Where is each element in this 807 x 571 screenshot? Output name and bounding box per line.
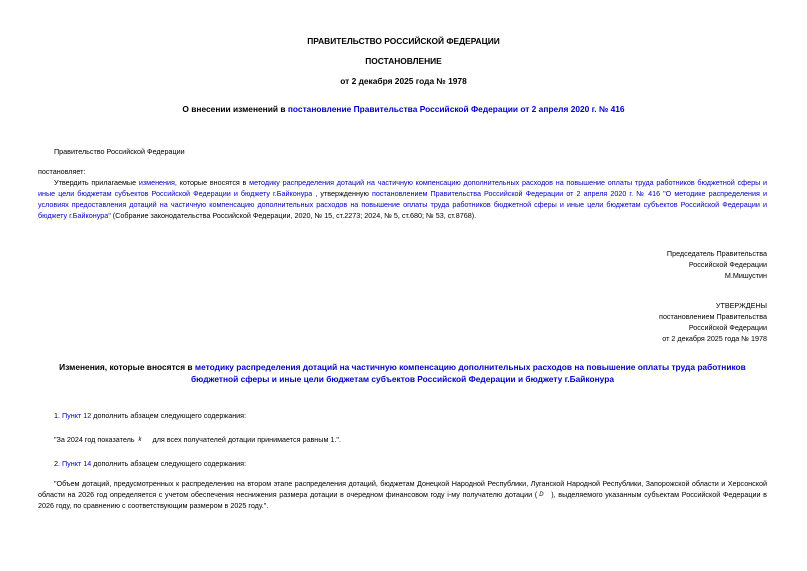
- p1-text-d: (Собрание законодательства Российской Федерации, 2020, № 15, ст.2273; 2024, № 5, ст.680; № 53, ст.8768).: [110, 211, 477, 220]
- item2-number: 2.: [54, 459, 62, 468]
- item2-link-point-14[interactable]: Пункт 14: [62, 459, 92, 468]
- changes-heading-prefix: Изменения, которые вносятся в: [59, 362, 195, 372]
- quote1-text-a: "За 2024 год показатель: [54, 435, 137, 444]
- approved-block: [659, 300, 767, 344]
- signature-name: М.Мишустин: [724, 271, 767, 280]
- document-type: ПОСТАНОВЛЕНИЕ: [365, 56, 442, 66]
- methodology-link[interactable]: методику распределения дотаций на частичную компенсацию дополнительных расходов на повышение оплаты труда работников бюджетной сферы и иные цели бюджетам субъектов Российской Федерации и бюджету г.Байконура: [38, 178, 767, 198]
- government-line: Правительство Российской Федерации: [54, 147, 185, 156]
- formula-image: [137, 436, 151, 445]
- change-item-1: [54, 410, 246, 421]
- change-item-1-quote: [54, 434, 341, 445]
- document-date-number: от 2 декабря 2025 года № 1978: [340, 76, 467, 86]
- p1-text-b: , которые вносятся в: [174, 178, 250, 187]
- decision-paragraph: [38, 177, 767, 221]
- formula-image: [537, 491, 551, 500]
- changes-heading: [38, 361, 767, 385]
- document-title: [0, 104, 807, 115]
- quote1-text-b: для всех получателей дотации принимается равным 1.".: [150, 435, 341, 444]
- signature-line-1: Председатель Правительства: [666, 249, 767, 258]
- decides-line: постановляет:: [38, 167, 86, 176]
- p2-text-b: ), выделяемого указанным субъектам Российской Федерации в 2026 году, по сравнению с соответствующим размером в 2025 году.".: [38, 490, 767, 510]
- p1-text-a: Утвердить прилагаемые: [54, 178, 139, 187]
- signature-line-2: Российской Федерации: [688, 260, 767, 269]
- signature-block: [667, 248, 767, 281]
- approved-line-2: постановлением Правительства: [659, 312, 767, 321]
- document-title-prefix: О внесении изменений в: [182, 104, 288, 114]
- approved-line-1: УТВЕРЖДЕНЫ: [715, 301, 767, 310]
- item2-text: дополнить абзацем следующего содержания:: [91, 459, 247, 468]
- formula-symbol-d: D: [539, 491, 544, 498]
- change-item-2: [54, 458, 246, 469]
- p1-text-c: , утвержденную: [312, 189, 372, 198]
- approved-line-3: Российской Федерации: [688, 323, 767, 332]
- resolution-416-link[interactable]: постановлением Правительства Российской Федерации от 2 апреля 2020 г. № 416 "О методике распределения и условиях предоставления дотаций на частичную компенсацию дополнительных расходов на повышение оплаты труда работников бюджетной сферы и иные цели бюджетам субъектов Российской Федерации и бюджету г.Байконура": [38, 189, 767, 220]
- title-link-resolution-416[interactable]: постановление Правительства Российской Федерации от 2 апреля 2020 г. № 416: [287, 104, 625, 114]
- item1-text: дополнить абзацем следующего содержания:: [91, 411, 247, 420]
- government-heading: ПРАВИТЕЛЬСТВО РОССИЙСКОЙ ФЕДЕРАЦИИ: [307, 36, 500, 46]
- approved-line-4: от 2 декабря 2025 года № 1978: [662, 334, 767, 343]
- change-item-2-quote: [38, 478, 767, 511]
- item1-number: 1.: [54, 411, 62, 420]
- item1-link-point-12[interactable]: Пункт 12: [62, 411, 92, 420]
- p2-text-a: "Объем дотаций, предусмотренных к распределению на втором этапе распределения дотаций, бюджетам Донецкой Народной Республики, Луганской Народной Республики, Запорожской области и Херсонской области на 2026 год определяется с учетом обеспечения неснижения размера дотации в очередном финансовом году i-му получателю дотации (: [38, 479, 767, 499]
- changes-heading-link[interactable]: методику распределения дотаций на частичную компенсацию дополнительных расходов на повышение оплаты труда работников бюджетной сферы и иные цели бюджетам субъектов Российской Федерации и бюджету г.Байконура: [190, 362, 746, 384]
- changes-link[interactable]: изменения: [138, 178, 175, 187]
- formula-symbol-k: k: [138, 436, 142, 443]
